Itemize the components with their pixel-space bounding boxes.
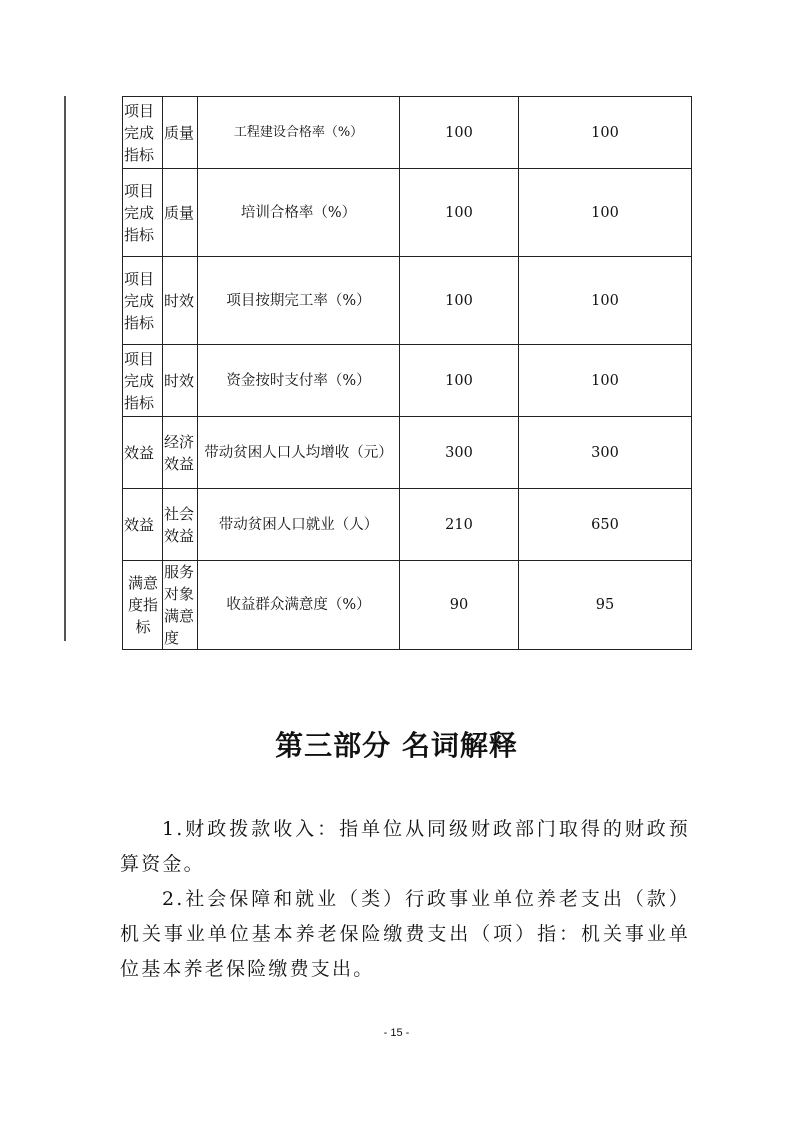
category-cell: 项目完成指标 [123, 97, 163, 169]
actual-value-cell: 100 [519, 345, 692, 417]
table-row [123, 257, 692, 345]
definitions [120, 812, 690, 987]
actual-value-cell: 100 [519, 169, 692, 257]
actual-value-cell: 95 [519, 561, 692, 650]
subcategory-cell: 时效 [163, 257, 198, 345]
category-cell: 满意度指标 [123, 561, 163, 650]
table-row [123, 97, 692, 169]
target-value-cell: 100 [400, 257, 519, 345]
table-row [123, 561, 692, 650]
category-cell: 项目完成指标 [123, 169, 163, 257]
indicator-cell: 收益群众满意度（%） [198, 561, 400, 650]
definition-paragraph: 2.社会保障和就业（类）行政事业单位养老支出（款）机关事业单位基本养老保险缴费支出（项）指：机关事业单位基本养老保险缴费支出。 [120, 888, 690, 980]
target-value-cell: 100 [400, 169, 519, 257]
subcategory-cell: 社会效益 [163, 489, 198, 561]
target-value-cell: 100 [400, 97, 519, 169]
actual-value-cell: 100 [519, 257, 692, 345]
target-value-cell: 90 [400, 561, 519, 650]
indicator-cell: 项目按期完工率（%） [198, 257, 400, 345]
target-value-cell: 300 [400, 417, 519, 489]
table-row [123, 417, 692, 489]
indicator-cell: 带动贫困人口就业（人） [198, 489, 400, 561]
category-cell: 项目完成指标 [123, 345, 163, 417]
definition-paragraph: 1.财政拨款收入：指单位从同级财政部门取得的财政预算资金。 [120, 818, 690, 875]
actual-value-cell: 300 [519, 417, 692, 489]
section-title: 第三部分 名词解释 [275, 729, 518, 762]
indicator-cell: 培训合格率（%） [198, 169, 400, 257]
performance-table [122, 96, 692, 650]
target-value-cell: 210 [400, 489, 519, 561]
indicator-cell: 资金按时支付率（%） [198, 345, 400, 417]
subcategory-cell: 质量 [163, 97, 198, 169]
subcategory-cell: 经济效益 [163, 417, 198, 489]
category-cell: 项目完成指标 [123, 257, 163, 345]
subcategory-cell: 质量 [163, 169, 198, 257]
margin-rule [64, 96, 66, 641]
subcategory-cell: 服务对象满意度 [163, 561, 198, 650]
target-value-cell: 100 [400, 345, 519, 417]
indicator-cell: 工程建设合格率（%） [198, 97, 400, 169]
page-number: - 15 - [383, 1027, 410, 1039]
table-row [123, 345, 692, 417]
category-cell: 效益 [123, 417, 163, 489]
actual-value-cell: 100 [519, 97, 692, 169]
table-row [123, 489, 692, 561]
actual-value-cell: 650 [519, 489, 692, 561]
indicator-cell: 带动贫困人口人均增收（元） [198, 417, 400, 489]
subcategory-cell: 时效 [163, 345, 198, 417]
table-row [123, 169, 692, 257]
category-cell: 效益 [123, 489, 163, 561]
